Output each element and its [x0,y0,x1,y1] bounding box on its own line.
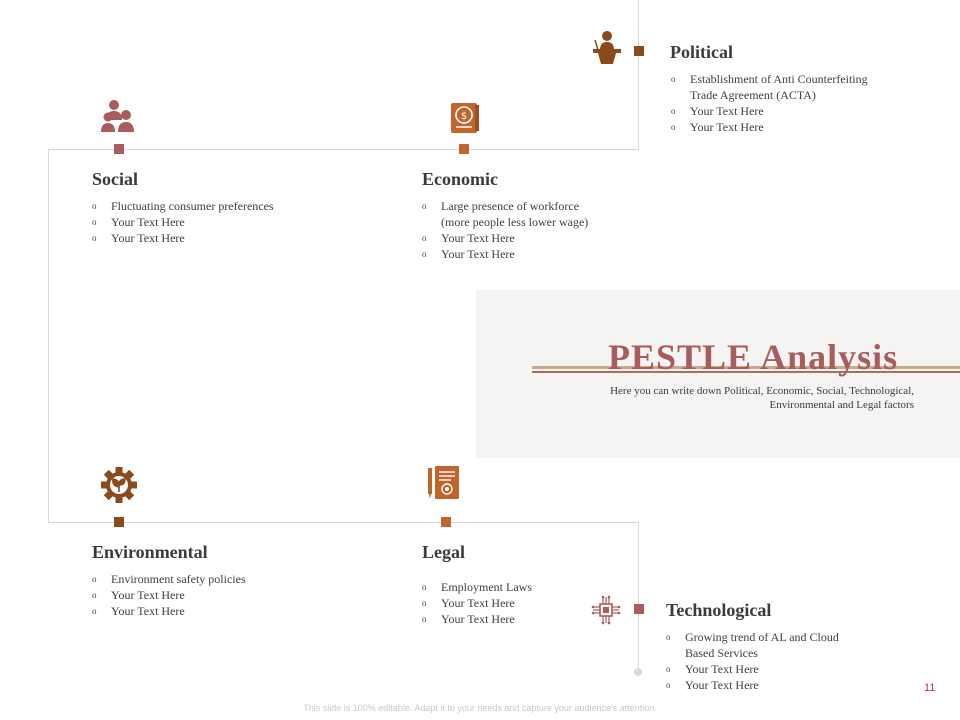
legal-title: Legal [422,542,465,562]
list-item: o Employment Laws [422,579,602,595]
social-list [92,198,372,246]
legal-document-icon [426,464,462,507]
list-item: o Your Text Here [422,595,602,611]
connector-vertical-bottom [638,522,639,672]
list-item: o Your Text Here [671,119,931,135]
social-title: Social [92,169,139,189]
legal-marker [441,517,451,527]
technological-marker [634,604,644,614]
environmental-title: Environmental [92,542,208,562]
gear-leaf-icon [100,466,138,509]
connector-horizontal-bottom [48,522,639,523]
page-subtitle: Here you can write down Political, Economic, Social, Technological, Environmental and Legal factors [610,385,914,411]
list-item: o Your Text Here [422,230,662,246]
page-title: PESTLE Analysis [608,337,899,377]
connector-vertical-left [48,149,49,523]
technological-list [666,629,906,693]
legal-list [422,579,602,627]
list-item: o Your Text Here [92,603,372,619]
money-document-icon [448,100,482,141]
environmental-list [92,571,372,619]
technological-title: Technological [666,600,772,620]
economic-marker [459,144,469,154]
environmental-marker [114,517,124,527]
list-item: o Your Text Here [92,214,372,230]
footer-note: This slide is 100% editable. Adapt it to your needs and capture your audience's attention. [303,703,657,713]
connector-end-dot [634,668,642,676]
list-item: o Fluctuating consumer preferences [92,198,372,214]
list-item: o Growing trend of AL and Cloud Based Services [666,629,906,661]
list-item: o Your Text Here [92,230,372,246]
social-marker [114,144,124,154]
political-list [671,71,931,135]
list-item: o Environment safety policies [92,571,372,587]
political-title: Political [670,42,733,62]
list-item: o Your Text Here [92,587,372,603]
list-item: o Your Text Here [422,246,662,262]
people-group-icon [100,98,136,139]
svg-text:$: $ [460,111,468,122]
list-item: o Your Text Here [671,103,931,119]
list-item: o Your Text Here [666,677,906,693]
economic-list [422,198,662,262]
list-item: o Establishment of Anti Counterfeiting Trade Agreement (ACTA) [671,71,931,103]
connector-horizontal-top [48,149,639,150]
connector-vertical-top [638,0,639,150]
page-number: 11 [924,682,936,694]
political-marker [634,46,644,56]
speaker-podium-icon [592,30,622,71]
list-item: o Your Text Here [422,611,602,627]
list-item: o Your Text Here [666,661,906,677]
economic-title: Economic [422,169,498,189]
list-item: o Large presence of workforce (more people less lower wage) [422,198,662,230]
